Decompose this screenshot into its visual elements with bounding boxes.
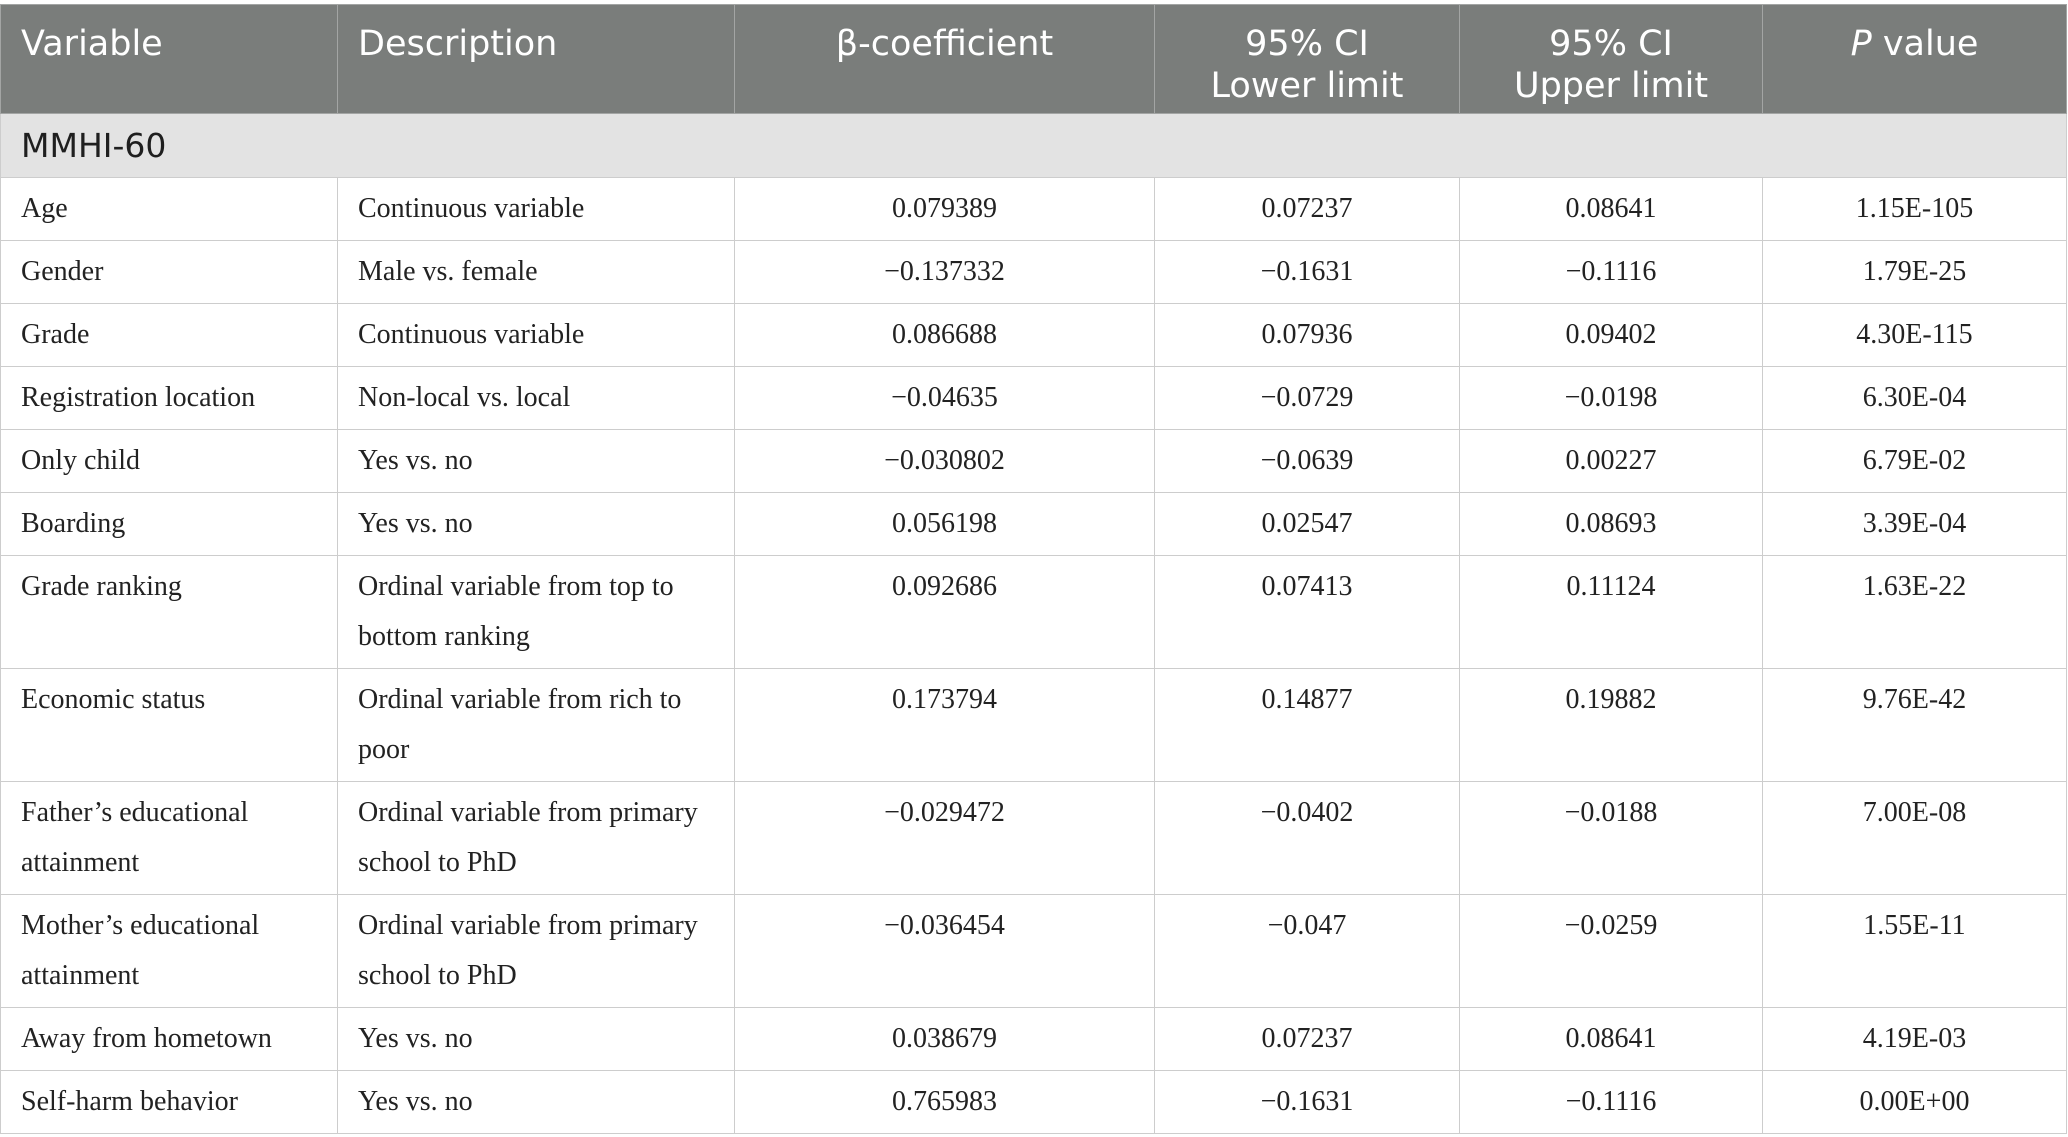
cell-p-value: 1.55E-11 bbox=[1763, 895, 2067, 1008]
cell-beta: 0.079389 bbox=[735, 178, 1155, 241]
cell-variable: Self-harm behavior bbox=[1, 1071, 338, 1134]
table-row bbox=[1, 782, 2067, 895]
cell-ci-upper: −0.0198 bbox=[1460, 367, 1763, 430]
table-row bbox=[1, 367, 2067, 430]
cell-beta: 0.086688 bbox=[735, 304, 1155, 367]
cell-p-value: 0.00E+00 bbox=[1763, 1071, 2067, 1134]
cell-beta: 0.038679 bbox=[735, 1008, 1155, 1071]
cell-ci-lower: −0.1631 bbox=[1155, 1071, 1460, 1134]
header-ci-lower bbox=[1155, 5, 1460, 114]
cell-ci-upper: 0.08641 bbox=[1460, 178, 1763, 241]
cell-ci-lower: −0.047 bbox=[1155, 895, 1460, 1008]
cell-description: Male vs. female bbox=[338, 241, 735, 304]
cell-beta: 0.173794 bbox=[735, 669, 1155, 782]
cell-ci-lower: 0.14877 bbox=[1155, 669, 1460, 782]
cell-p-value: 6.79E-02 bbox=[1763, 430, 2067, 493]
cell-ci-upper: 0.19882 bbox=[1460, 669, 1763, 782]
cell-ci-lower: 0.02547 bbox=[1155, 493, 1460, 556]
cell-beta: 0.765983 bbox=[735, 1071, 1155, 1134]
cell-description: Yes vs. no bbox=[338, 1008, 735, 1071]
header-ci-upper-line1: 95% CI bbox=[1549, 24, 1673, 64]
header-p-value bbox=[1763, 5, 2067, 114]
cell-ci-lower: −0.0402 bbox=[1155, 782, 1460, 895]
cell-ci-lower: −0.1631 bbox=[1155, 241, 1460, 304]
cell-beta: −0.029472 bbox=[735, 782, 1155, 895]
header-p-italic: P bbox=[1850, 24, 1872, 64]
cell-variable: Grade ranking bbox=[1, 556, 338, 669]
cell-variable: Gender bbox=[1, 241, 338, 304]
cell-description: Yes vs. no bbox=[338, 430, 735, 493]
cell-beta: 0.056198 bbox=[735, 493, 1155, 556]
cell-p-value: 1.79E-25 bbox=[1763, 241, 2067, 304]
cell-variable: Mother’s educational attainment bbox=[1, 895, 338, 1008]
header-ci-upper bbox=[1460, 5, 1763, 114]
regression-table bbox=[0, 4, 2067, 1134]
header-beta: β-coefficient bbox=[735, 5, 1155, 114]
cell-ci-upper: 0.11124 bbox=[1460, 556, 1763, 669]
cell-description: Ordinal variable from primary school to PhD bbox=[338, 895, 735, 1008]
table-row bbox=[1, 895, 2067, 1008]
cell-beta: −0.137332 bbox=[735, 241, 1155, 304]
cell-description: Yes vs. no bbox=[338, 493, 735, 556]
cell-p-value: 4.19E-03 bbox=[1763, 1008, 2067, 1071]
cell-ci-upper: −0.1116 bbox=[1460, 1071, 1763, 1134]
cell-p-value: 1.15E-105 bbox=[1763, 178, 2067, 241]
cell-p-value: 9.76E-42 bbox=[1763, 669, 2067, 782]
table-row bbox=[1, 241, 2067, 304]
cell-variable: Only child bbox=[1, 430, 338, 493]
header-p-rest: value bbox=[1871, 24, 1979, 64]
cell-beta: 0.092686 bbox=[735, 556, 1155, 669]
cell-variable: Registration location bbox=[1, 367, 338, 430]
header-ci-upper-line2: Upper limit bbox=[1513, 66, 1709, 106]
cell-beta: −0.030802 bbox=[735, 430, 1155, 493]
cell-ci-lower: 0.07237 bbox=[1155, 1008, 1460, 1071]
cell-description: Continuous variable bbox=[338, 178, 735, 241]
cell-ci-lower: 0.07936 bbox=[1155, 304, 1460, 367]
cell-description: Ordinal variable from top to bottom ranking bbox=[338, 556, 735, 669]
cell-description: Ordinal variable from primary school to PhD bbox=[338, 782, 735, 895]
cell-ci-upper: −0.0188 bbox=[1460, 782, 1763, 895]
header-description: Description bbox=[338, 5, 735, 114]
cell-ci-lower: −0.0729 bbox=[1155, 367, 1460, 430]
cell-ci-upper: 0.08693 bbox=[1460, 493, 1763, 556]
cell-beta: −0.04635 bbox=[735, 367, 1155, 430]
cell-ci-lower: −0.0639 bbox=[1155, 430, 1460, 493]
cell-description: Non-local vs. local bbox=[338, 367, 735, 430]
cell-description: Ordinal variable from rich to poor bbox=[338, 669, 735, 782]
cell-p-value: 6.30E-04 bbox=[1763, 367, 2067, 430]
cell-variable: Away from hometown bbox=[1, 1008, 338, 1071]
table-row bbox=[1, 1008, 2067, 1071]
header-ci-lower-line1: 95% CI bbox=[1245, 24, 1369, 64]
cell-ci-upper: 0.09402 bbox=[1460, 304, 1763, 367]
cell-variable: Father’s educational attainment bbox=[1, 782, 338, 895]
cell-variable: Boarding bbox=[1, 493, 338, 556]
cell-p-value: 3.39E-04 bbox=[1763, 493, 2067, 556]
cell-beta: −0.036454 bbox=[735, 895, 1155, 1008]
cell-ci-lower: 0.07237 bbox=[1155, 178, 1460, 241]
section-row bbox=[1, 114, 2067, 178]
cell-ci-upper: 0.00227 bbox=[1460, 430, 1763, 493]
table-row bbox=[1, 430, 2067, 493]
table-row bbox=[1, 1071, 2067, 1134]
cell-p-value: 7.00E-08 bbox=[1763, 782, 2067, 895]
cell-variable: Age bbox=[1, 178, 338, 241]
header-row bbox=[1, 5, 2067, 114]
header-variable: Variable bbox=[1, 5, 338, 114]
table-row bbox=[1, 178, 2067, 241]
header-ci-lower-line2: Lower limit bbox=[1210, 66, 1404, 106]
cell-ci-lower: 0.07413 bbox=[1155, 556, 1460, 669]
cell-description: Continuous variable bbox=[338, 304, 735, 367]
cell-ci-upper: −0.0259 bbox=[1460, 895, 1763, 1008]
cell-variable: Economic status bbox=[1, 669, 338, 782]
table-row bbox=[1, 304, 2067, 367]
cell-p-value: 4.30E-115 bbox=[1763, 304, 2067, 367]
cell-variable: Grade bbox=[1, 304, 338, 367]
table-row bbox=[1, 493, 2067, 556]
table-row bbox=[1, 669, 2067, 782]
table-row bbox=[1, 556, 2067, 669]
cell-ci-upper: −0.1116 bbox=[1460, 241, 1763, 304]
section-label: MMHI-60 bbox=[1, 114, 2067, 178]
cell-description: Yes vs. no bbox=[338, 1071, 735, 1134]
cell-ci-upper: 0.08641 bbox=[1460, 1008, 1763, 1071]
cell-p-value: 1.63E-22 bbox=[1763, 556, 2067, 669]
